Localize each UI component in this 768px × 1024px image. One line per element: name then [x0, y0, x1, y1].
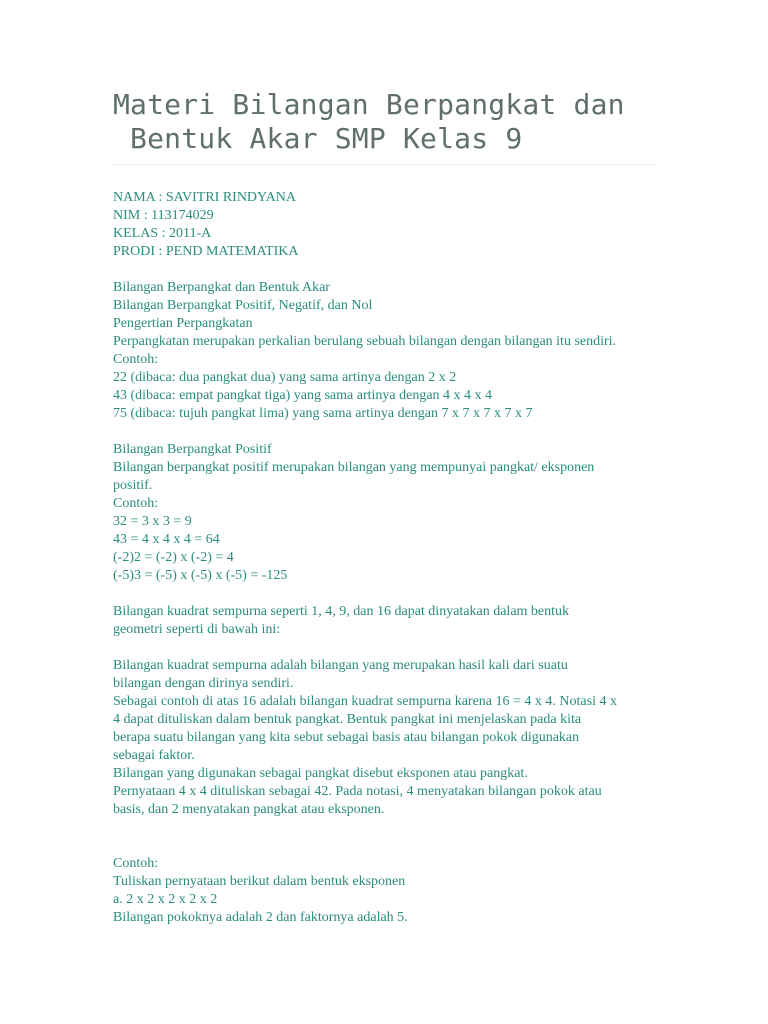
- text-line: 43 (dibaca: empat pangkat tiga) yang sama artinya dengan 4 x 4 x 4: [113, 388, 493, 403]
- text-line: Bilangan kuadrat sempurna adalah bilangan yang merupakan hasil kali dari suatu: [113, 658, 568, 673]
- text-line: Bilangan yang digunakan sebagai pangkat disebut eksponen atau pangkat.: [113, 766, 528, 781]
- section-definition: [113, 279, 658, 423]
- text-line: Bilangan berpangkat positif merupakan bilangan yang mempunyai pangkat/ eksponen: [113, 460, 595, 475]
- text-line: (-5)3 = (-5) x (-5) x (-5) = -125: [113, 568, 288, 583]
- section-positive-power: [113, 441, 658, 585]
- text-line: Bilangan Berpangkat dan Bentuk Akar: [113, 280, 330, 295]
- page-title: [113, 88, 658, 156]
- text-line: 75 (dibaca: tujuh pangkat lima) yang sama artinya dengan 7 x 7 x 7 x 7 x 7: [113, 406, 533, 421]
- text-line: Perpangkatan merupakan perkalian berulang sebuah bilangan dengan bilangan itu sendiri.: [113, 334, 617, 349]
- text-line: Pengertian Perpangkatan: [113, 316, 253, 331]
- text-line: (-2)2 = (-2) x (-2) = 4: [113, 550, 234, 565]
- page-title-line-2: Bentuk Akar SMP Kelas 9: [113, 122, 523, 155]
- identity-program: PRODI : PEND MATEMATIKA: [113, 244, 299, 259]
- text-line: geometri seperti di bawah ini:: [113, 622, 281, 637]
- text-line: 32 = 3 x 3 = 9: [113, 514, 192, 529]
- text-line: bilangan dengan dirinya sendiri.: [113, 676, 294, 691]
- identity-class: KELAS : 2011-A: [113, 226, 212, 241]
- text-line: Tuliskan pernyataan berikut dalam bentuk eksponen: [113, 874, 406, 889]
- identity-name: NAMA : SAVITRI RINDYANA: [113, 190, 296, 205]
- text-line: Contoh:: [113, 352, 159, 367]
- identity-nim: NIM : 113174029: [113, 208, 214, 223]
- text-line: 43 = 4 x 4 x 4 = 64: [113, 532, 220, 547]
- text-line: a. 2 x 2 x 2 x 2 x 2: [113, 892, 218, 907]
- title-divider: [113, 164, 656, 165]
- section-example: [113, 855, 658, 927]
- text-line: positif.: [113, 478, 153, 493]
- page-title-line-1: Materi Bilangan Berpangkat dan: [113, 88, 625, 121]
- section-perfect-square: [113, 603, 658, 639]
- text-line: 22 (dibaca: dua pangkat dua) yang sama artinya dengan 2 x 2: [113, 370, 457, 385]
- text-line: Contoh:: [113, 496, 159, 511]
- text-line: Contoh:: [113, 856, 159, 871]
- text-line: basis, dan 2 menyatakan pangkat atau eksponen.: [113, 802, 385, 817]
- section-explanation: [113, 657, 658, 819]
- text-line: Bilangan kuadrat sempurna seperti 1, 4, 9, dan 16 dapat dinyatakan dalam bentuk: [113, 604, 570, 619]
- text-line: 4 dapat dituliskan dalam bentuk pangkat. Bentuk pangkat ini menjelaskan pada kita: [113, 712, 582, 727]
- document-page: [113, 88, 658, 945]
- text-line: Bilangan Berpangkat Positif: [113, 442, 272, 457]
- text-line: Sebagai contoh di atas 16 adalah bilangan kuadrat sempurna karena 16 = 4 x 4. Notasi 4 x: [113, 694, 617, 709]
- document-body: [113, 189, 658, 927]
- text-line: Pernyataan 4 x 4 dituliskan sebagai 42. Pada notasi, 4 menyatakan bilangan pokok atau: [113, 784, 602, 799]
- text-line: sebagai faktor.: [113, 748, 195, 763]
- identity-block: [113, 189, 658, 261]
- text-line: Bilangan Berpangkat Positif, Negatif, dan Nol: [113, 298, 373, 313]
- text-line: berapa suatu bilangan yang kita sebut sebagai basis atau bilangan pokok digunakan: [113, 730, 580, 745]
- text-line: Bilangan pokoknya adalah 2 dan faktornya adalah 5.: [113, 910, 408, 925]
